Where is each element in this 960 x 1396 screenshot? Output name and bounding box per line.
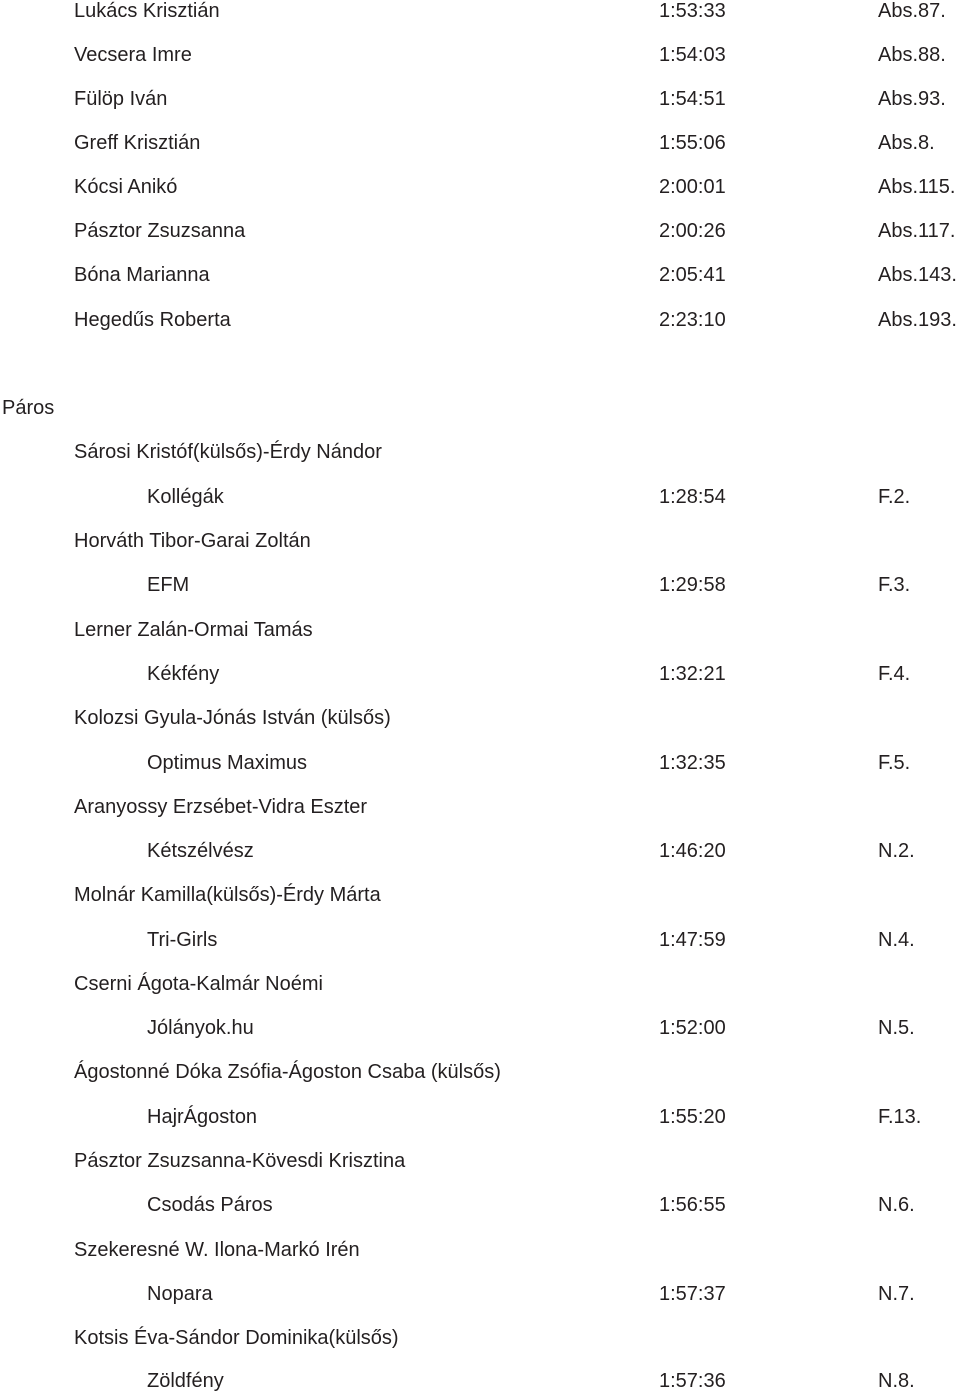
finish-time: 1:47:59 (659, 929, 726, 951)
placement: Abs.117. (878, 220, 956, 242)
team-name: HajrÁgoston (147, 1106, 258, 1128)
runner-name: Bóna Marianna (74, 264, 210, 286)
pair-members-row (0, 1146, 960, 1176)
finish-time: 1:56:55 (659, 1194, 726, 1216)
pair-team-row (0, 925, 960, 955)
result-row (0, 128, 960, 158)
section-heading-row (0, 393, 960, 423)
finish-time: 1:28:54 (659, 486, 726, 508)
pair-team-row (0, 570, 960, 600)
result-row (0, 260, 960, 290)
finish-time: 1:55:20 (659, 1106, 726, 1128)
pair-members-row (0, 1235, 960, 1265)
pair-members-row (0, 792, 960, 822)
pair-team-row (0, 1279, 960, 1309)
pair-members: Lerner Zalán-Ormai Tamás (74, 619, 313, 641)
runner-name: Kócsi Anikó (74, 176, 178, 198)
finish-time: 1:55:06 (659, 132, 726, 154)
team-name: Optimus Maximus (147, 752, 308, 774)
placement: Abs.8. (878, 132, 935, 154)
result-row (0, 40, 960, 70)
team-name: Jólányok.hu (147, 1017, 254, 1039)
placement: N.5. (878, 1017, 915, 1039)
finish-time: 1:32:21 (659, 663, 726, 685)
team-name: Kollégák (147, 486, 224, 508)
pair-team-row (0, 748, 960, 778)
placement: Abs.87. (878, 0, 946, 22)
finish-time: 1:57:36 (659, 1370, 726, 1392)
pair-team-row (0, 1013, 960, 1043)
finish-time: 2:00:01 (659, 176, 726, 198)
team-name: Nopara (147, 1283, 213, 1305)
team-name: Tri-Girls (147, 929, 218, 951)
pair-team-row (0, 836, 960, 866)
placement: N.7. (878, 1283, 915, 1305)
result-row (0, 172, 960, 202)
pair-members: Aranyossy Erzsébet-Vidra Eszter (74, 796, 368, 818)
finish-time: 2:23:10 (659, 309, 726, 331)
placement: Abs.93. (878, 88, 946, 110)
pair-team-row (0, 482, 960, 512)
result-row (0, 0, 960, 26)
runner-name: Greff Krisztián (74, 132, 201, 154)
finish-time: 1:57:37 (659, 1283, 726, 1305)
pair-members: Szekeresné W. Ilona-Markó Irén (74, 1239, 360, 1261)
placement: N.6. (878, 1194, 915, 1216)
runner-name: Fülöp Iván (74, 88, 168, 110)
finish-time: 1:29:58 (659, 574, 726, 596)
placement: Abs.143. (878, 264, 957, 286)
pair-members: Molnár Kamilla(külsős)-Érdy Márta (74, 884, 381, 906)
pair-members: Kolozsi Gyula-Jónás István (külsős) (74, 707, 391, 729)
pair-members: Cserni Ágota-Kalmár Noémi (74, 973, 323, 995)
placement: F.13. (878, 1106, 922, 1128)
pair-members-row (0, 969, 960, 999)
pair-team-row (0, 1366, 960, 1396)
finish-time: 1:54:51 (659, 88, 726, 110)
pair-members-row (0, 703, 960, 733)
finish-time: 1:46:20 (659, 840, 726, 862)
result-row (0, 84, 960, 114)
finish-time: 1:32:35 (659, 752, 726, 774)
pair-team-row (0, 1102, 960, 1132)
pair-members: Ágostonné Dóka Zsófia-Ágoston Csaba (külsős) (74, 1061, 501, 1083)
team-name: Zöldfény (147, 1370, 224, 1392)
section-title-pairs: Páros (2, 397, 55, 419)
finish-time: 1:52:00 (659, 1017, 726, 1039)
placement: Abs.193. (878, 309, 957, 331)
pair-members: Pásztor Zsuzsanna-Kövesdi Krisztina (74, 1150, 406, 1172)
result-row (0, 305, 960, 335)
runner-name: Lukács Krisztián (74, 0, 220, 22)
pair-members-row (0, 526, 960, 556)
pair-members-row (0, 615, 960, 645)
placement: N.2. (878, 840, 915, 862)
placement: N.4. (878, 929, 915, 951)
placement: Abs.88. (878, 44, 946, 66)
finish-time: 2:05:41 (659, 264, 726, 286)
placement: F.4. (878, 663, 911, 685)
runner-name: Vecsera Imre (74, 44, 192, 66)
finish-time: 2:00:26 (659, 220, 726, 242)
runner-name: Hegedűs Roberta (74, 309, 231, 331)
finish-time: 1:54:03 (659, 44, 726, 66)
runner-name: Pásztor Zsuzsanna (74, 220, 246, 242)
pair-members-row (0, 1323, 960, 1353)
pair-team-row (0, 1190, 960, 1220)
pair-members-row (0, 880, 960, 910)
pair-members: Sárosi Kristóf(külsős)-Érdy Nándor (74, 441, 382, 463)
placement: F.5. (878, 752, 911, 774)
result-row (0, 216, 960, 246)
team-name: Kétszélvész (147, 840, 254, 862)
pair-members-row (0, 437, 960, 467)
pair-members-row (0, 1057, 960, 1087)
placement: F.2. (878, 486, 911, 508)
finish-time: 1:53:33 (659, 0, 726, 22)
team-name: Kékfény (147, 663, 220, 685)
team-name: EFM (147, 574, 190, 596)
placement: F.3. (878, 574, 911, 596)
pair-members: Kotsis Éva-Sándor Dominika(külsős) (74, 1327, 399, 1349)
placement: Abs.115. (878, 176, 956, 198)
pair-team-row (0, 659, 960, 689)
placement: N.8. (878, 1370, 915, 1392)
pair-members: Horváth Tibor-Garai Zoltán (74, 530, 311, 552)
team-name: Csodás Páros (147, 1194, 273, 1216)
